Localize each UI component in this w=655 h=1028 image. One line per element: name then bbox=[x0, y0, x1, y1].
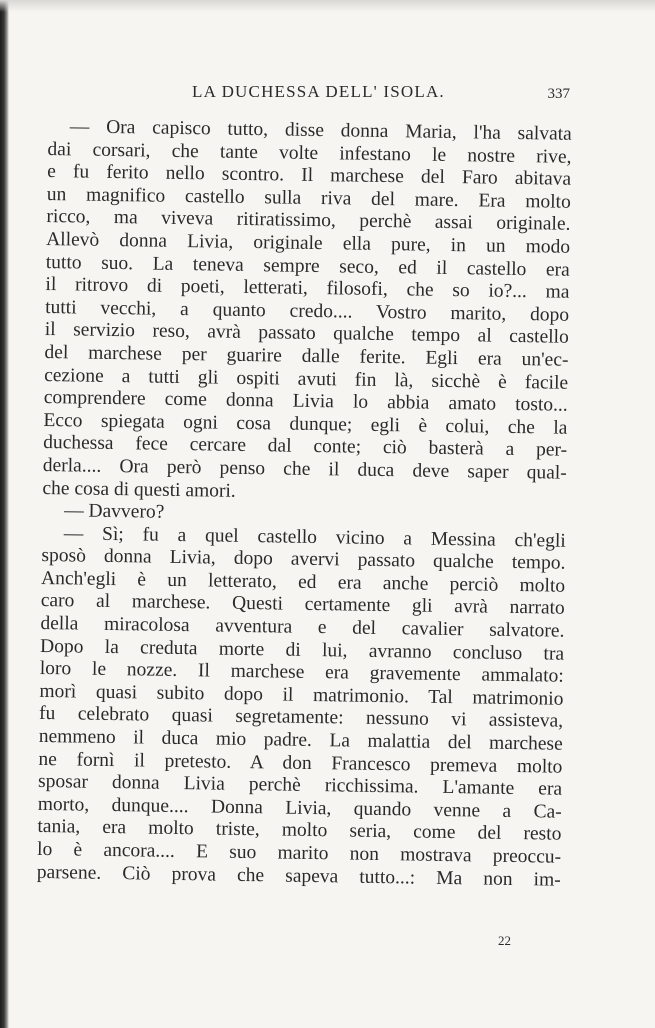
text-line: lo è ancora.... E suo marito non mostrava preoccu- bbox=[36, 838, 562, 868]
text-line: cezione a tutti gli ospiti avuti fin là, sicchè è facile bbox=[44, 364, 569, 394]
running-title: LA DUCHESSA DELL' ISOLA. bbox=[192, 82, 445, 101]
text-line: Ecco spiegata ogni cosa dunque; egli è colui, che la bbox=[43, 409, 568, 439]
page-top-shadow bbox=[0, 0, 655, 12]
text-line: morto, dunque.... Donna Livia, quando venne a Ca- bbox=[37, 793, 562, 823]
text-line: loro le nozze. Il marchese era gravemente ammalato: bbox=[39, 658, 564, 687]
text-line: che cosa di questi amori. bbox=[42, 477, 236, 502]
text-line: tutti vecchi, a quanto credo.... Vostro marito, dopo bbox=[45, 296, 570, 326]
text-line: sposò donna Livia, dopo avervi passato qualche tempo. bbox=[41, 545, 566, 575]
text-line: Allevò donna Livia, originale ella pure, in un modo bbox=[46, 228, 571, 258]
text-line: sposar donna Livia perchè ricchissima. L'amante era bbox=[37, 771, 563, 800]
text-line: della miracolosa avventura e del cavalier salvatore. bbox=[40, 613, 565, 642]
text-line: tania, era molto triste, molto seria, come del resto bbox=[37, 816, 562, 846]
text-line: duchessa fece cercare dal conte; ciò basterà a per- bbox=[42, 432, 568, 462]
text-line: un magnifico castello sulla riva del mare. Era molto bbox=[46, 183, 571, 213]
text-line: del marchese per guarire dalle ferite. Egli era un'ec- bbox=[44, 341, 569, 371]
page-binding-shadow bbox=[0, 0, 9, 1028]
page-header bbox=[60, 82, 570, 106]
text-line: caro al marchese. Questi certamente gli avrà narrato bbox=[40, 590, 565, 620]
text-line: Dopo la creduta morte di lui, avranno concluso tra bbox=[39, 635, 565, 665]
text-line: derla.... Ora però penso che il duca deve saper qual- bbox=[42, 454, 567, 484]
text-line: il ritrovo di poeti, letterati, filosofi, che so io?... ma bbox=[45, 274, 570, 303]
text-line: tutto suo. La teneva sempre seco, ed il castello era bbox=[45, 251, 570, 281]
text-line: ricco, ma viveva ritiratissimo, perchè assai originale. bbox=[46, 206, 571, 236]
text-line: dai corsari, che tante volte infestano le nostre rive, bbox=[47, 138, 572, 168]
text-line: — Sì; fu a quel castello vicino a Messina ch'egli bbox=[63, 522, 566, 552]
text-line: il servizio reso, avrà passato qualche tempo al castello bbox=[44, 319, 569, 349]
text-line: — Davvero? bbox=[63, 500, 165, 523]
text-line: ne fornì il pretesto. A don Francesco premeva molto bbox=[38, 748, 563, 778]
signature-mark: 22 bbox=[498, 933, 511, 948]
text-line: morì quasi subito dopo il matrimonio. Tal matrimonio bbox=[39, 680, 564, 710]
text-line: fu celebrato quasi segretamente: nessuno vi assisteva, bbox=[38, 703, 564, 733]
text-line: — Ora capisco tutto, disse donna Maria, l'ha salvata bbox=[69, 116, 572, 145]
body-text bbox=[37, 116, 572, 892]
text-line: nemmeno il duca mio padre. La malattia del marchese bbox=[38, 725, 563, 755]
text-line: comprendere come donna Livia lo abbia amato tosto... bbox=[43, 387, 568, 416]
text-line: Anch'egli è un letterato, ed era anche perciò molto bbox=[40, 567, 566, 597]
page-number: 337 bbox=[547, 86, 570, 102]
text-line: parsene. Ciò prova che sapeva tutto...: Ma non im- bbox=[36, 861, 561, 891]
text-line: e fu ferito nello scontro. Il marchese del Faro abitava bbox=[47, 161, 572, 190]
